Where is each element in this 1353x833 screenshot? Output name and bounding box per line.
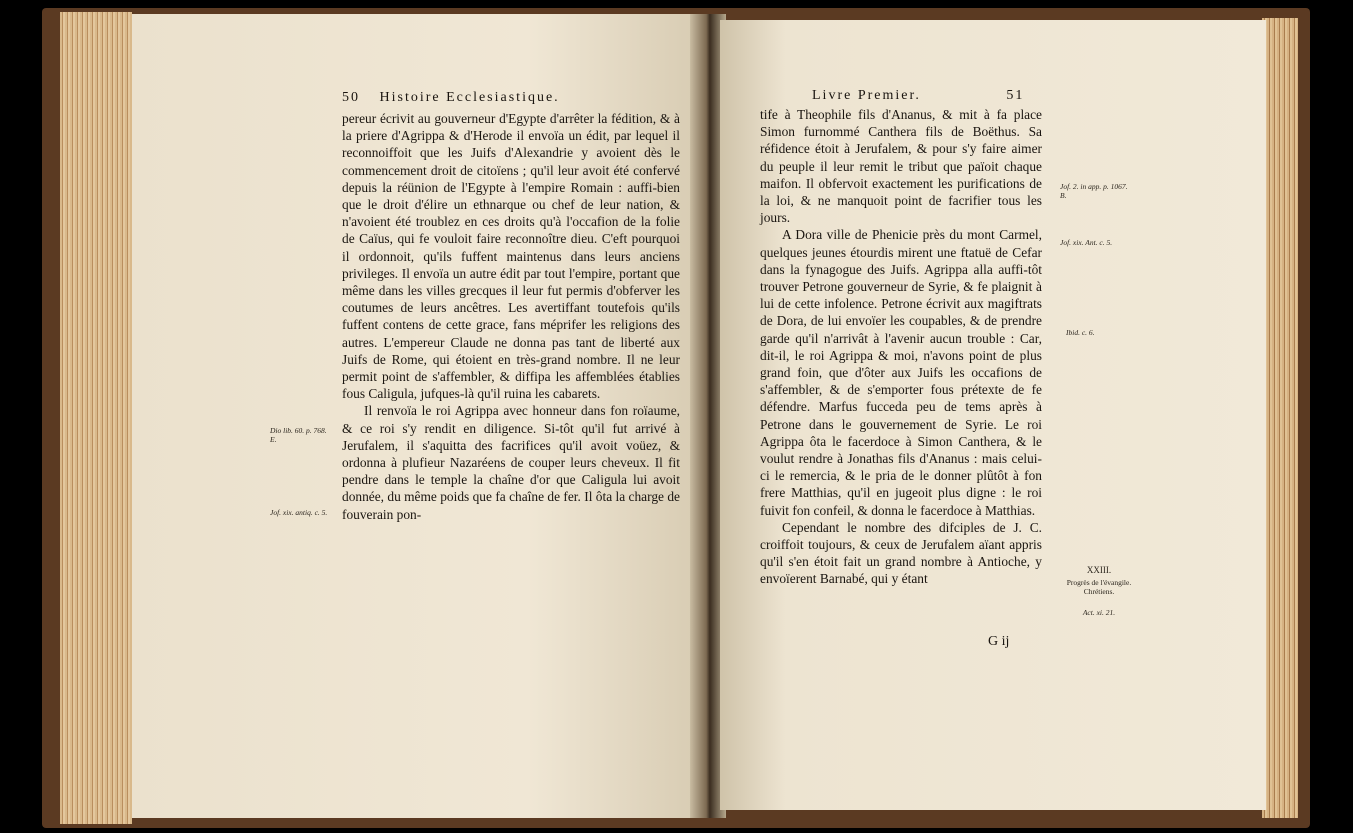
right-body-text — [760, 106, 1042, 588]
right-paragraph-3: Cependant le nombre des difciples de J. C. croiffoit toujours, & ceux de Jerufalem aïant appris qu'il s'en étoit fait un grand nombre à Antioche, y envoïerent Barnabé, qui y étant — [760, 519, 1042, 587]
right-running-head — [812, 88, 1024, 104]
left-margin-note-1: Dio lib. 60. p. 768. E. — [270, 426, 327, 444]
right-running-title: Livre Premier. — [812, 88, 921, 103]
right-paragraph-1: tife à Theophile fils d'Ananus, & mit à fa place Simon furnommé Canthera fils de Boëthus. Sa réfidence étoit à Jerufalem, & pour s'y faire aimer du peuple il leur remit le tribut que païoit chaque maifon. Il obfervoit exactement les purifications de la loi, & ne manquoit point de facrifier tous les jours. — [760, 107, 1042, 226]
signature-mark: G ij — [988, 634, 1010, 649]
left-page-number: 50 — [342, 90, 360, 105]
left-paragraph-1: pereur écrivit au gouverneur d'Egypte d'arrêter la fédition, & à la priere d'Agrippa & d'Herode il envoïa un édit, par lequel il reconnoiffoit que les Juifs d'Alexandrie y avoient dès le commencement droit de citoïens ; qu'il leur avoit été confervé depuis la réünion de l'Egypte à l'empire Romain : auffi-bien que le droit d'élire un ethnarque ou chef de leur nation, & n'avoient été troublez en ces droits qu'à l'occafion de la folie de Caïus, qui fe vouloit faire reconnoître dieu. C'eft pourquoi il ordonnoit, qu'ils fuffent maintenus dans leurs anciens privileges. Il envoïa un autre édit par tout l'empire, portant que même dans les villes grecques il leur fut permis d'obferver les coutumes de leurs ancêtres. Les avertiffant toutefois qu'ils fuffent contens de cette grace, fans méprifer les religions des autres. L'empereur Claude ne donna pas tant de liberté aux Juifs de Rome, qui étoient en très-grand nombre. Il ne leur permit point de s'affembler, & diffipa les affemblées établies fous Caligula, jufques-là qu'il ruina les cabarets. — [342, 111, 680, 402]
left-margin-note-2: Jof. xix. antiq. c. 5. — [270, 508, 328, 517]
section-reference: Act. xi. 21. — [1082, 608, 1116, 617]
left-running-head — [342, 90, 560, 106]
right-margin-note-1: Jof. 2. in app. p. 1067. B. — [1060, 182, 1128, 200]
left-running-title: Histoire Ecclesiastique. — [379, 90, 560, 105]
page-edges-right — [1262, 18, 1298, 818]
right-paragraph-2: A Dora ville de Phenicie près du mont Carmel, quelques jeunes étourdis mirent une ftatuë de Cefar dans la fynagogue des Juifs. Agrippa alla auffi-tôt trouver Petrone gouverneur de Syrie, & fe plaignit à lui de cette infolence. Petrone écrivit aux magiftrats de Dora, de lui envoïer les coupables, & de prendre garde qu'il n'arrivât à l'avenir aucun trouble : Car, dit-il, le roi Agrippa & moi, n'avons point de plus grand foin, que d'ôter aux Juifs les occafions de s'affembler, & de s'emporter fous prétexte de fe défendre. Marfus fucceda peu de tems après à Petrone dans le gouvernement de Syrie. Le roi Agrippa ôta le facerdoce à Simon Canthera, & le voulut rendre à Jonathas fils d'Ananus : mais celui-ci le remercia, & le pria de le donner plûtôt à fon frere Matthias, qu'il en jugeoit plus digne : le roi fuivit fon confeil, & donna le facerdoce à Matthias. — [760, 227, 1042, 518]
section-number: XXIII. — [1086, 565, 1112, 575]
section-note: Progrès de l'évangile. Chrétiens. — [1066, 578, 1132, 596]
right-page — [720, 20, 1266, 810]
left-paragraph-2: Il renvoïa le roi Agrippa avec honneur dans fon roïaume, & ce roi s'y rendit en diligence. Si-tôt qu'il fut arrivé à Jerufalem, il s'aquitta des facrifices qu'il avoit voüez, & ordonna à plufieur Nazaréens de couper leurs cheveux. Il fit pendre dans le temple la chaîne d'or que Caligula lui avoit donnée, du même poids que fa chaîne de fer. Il ôta la charge de fouverain pon- — [342, 403, 680, 522]
left-page — [132, 14, 698, 818]
page-edges-left — [60, 12, 132, 824]
right-page-number: 51 — [1006, 88, 1025, 103]
right-margin-note-3: Ibid. c. 6. — [1066, 328, 1095, 337]
right-margin-note-2: Jof. xix. Ant. c. 5. — [1060, 238, 1113, 247]
left-body-text — [342, 110, 680, 523]
